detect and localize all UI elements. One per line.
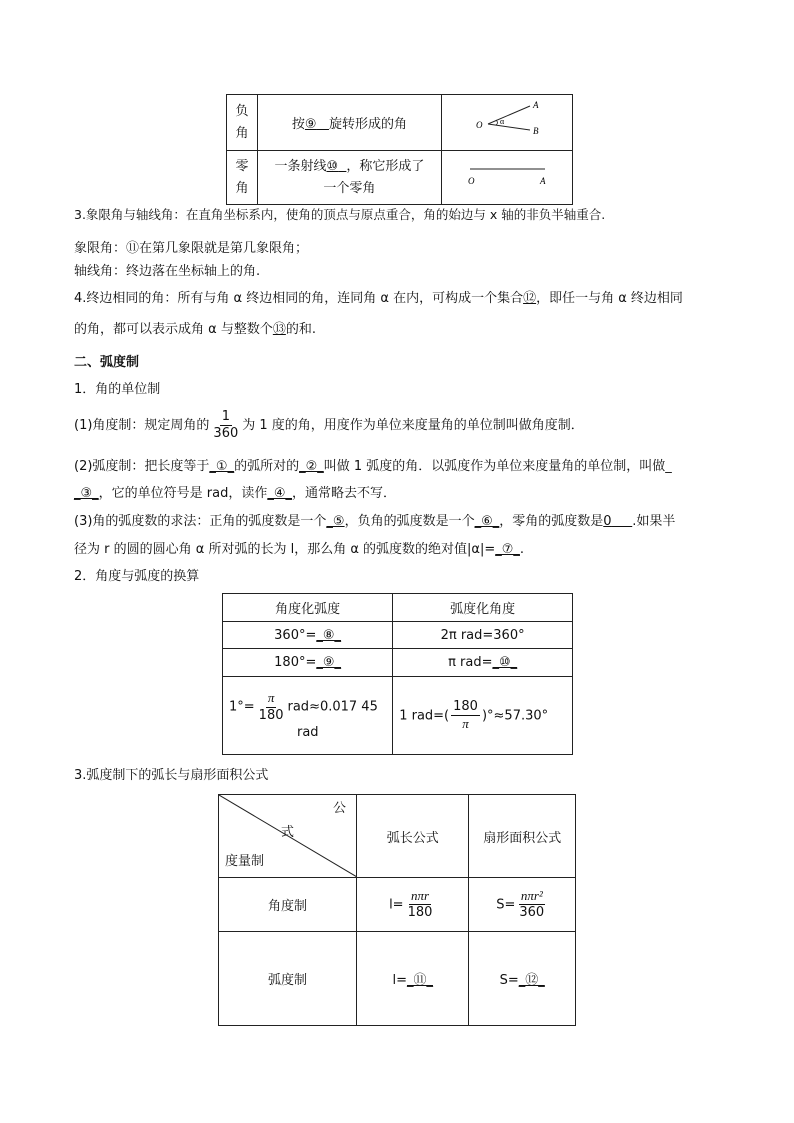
angle-type-table bbox=[226, 94, 573, 205]
svg-text:α: α bbox=[499, 116, 505, 126]
negative-angle-label: 负 角 bbox=[227, 95, 258, 151]
header-rad-to-deg: 弧度化角度 bbox=[393, 594, 573, 622]
subheading-arc-formulas: 3.弧度制下的弧长与扇形面积公式 bbox=[74, 768, 269, 783]
header-arc-length: 弧长公式 bbox=[357, 795, 469, 878]
paragraph-radian-measure-1: (3)角的弧度数的求法：正角的弧度数是一个_⑤，负角的弧度数是一个_⑥_，零角的弧度数是0 .如果半 bbox=[74, 514, 676, 529]
section-heading-radian: 二、弧度制 bbox=[74, 355, 140, 370]
paragraph-coterminal-2: 的角，都可以表示成角 α 与整数个⑬的和. bbox=[74, 322, 316, 337]
subheading-conversion: 2．角度与弧度的换算 bbox=[74, 569, 200, 584]
paragraph-radian-system-2: _③_，它的单位符号是 rad，读作_④_，通常略去不写． bbox=[74, 486, 397, 501]
paragraph-axis-angle: 轴线角：终边落在坐标轴上的角. bbox=[74, 264, 261, 279]
cell-1-deg: 1°= $\frac{\pi}{180}$ rad≈0.017 45 rad bbox=[223, 677, 393, 755]
header-sector-area: 扇形面积公式 bbox=[469, 795, 576, 878]
arc-length-degree: l= $\frac{\text{nπr}}{180}$ bbox=[357, 878, 469, 932]
subheading-angle-units: 1．角的单位制 bbox=[74, 382, 161, 397]
paragraph-quadrant-angle: 3.象限角与轴线角：在直角坐标系内，使角的顶点与原点重合，角的始边与 x 轴的非负半轴重合. bbox=[74, 207, 606, 222]
cell-1-rad: 1 rad=( $\frac{180}{\pi}$ )°≈57.30° bbox=[393, 677, 573, 755]
negative-angle-diagram bbox=[442, 96, 572, 150]
paragraph-coterminal-1: 4.终边相同的角：所有与角 α 终边相同的角，连同角 α 在内，可构成一个集合⑫，即任一与角 α 终边相同 bbox=[74, 291, 683, 306]
svg-text:A: A bbox=[539, 175, 546, 186]
svg-text:O: O bbox=[467, 175, 475, 186]
paragraph-radian-measure-2: 径为 r 的圆的圆心角 α 所对弧的长为 l，那么角 α 的弧度数的绝对值|α|=_⑦_. bbox=[74, 542, 525, 557]
zero-angle-desc: 一条射线⑩ ，称它形成了 一个零角 bbox=[257, 151, 441, 205]
arc-length-radian: l=_⑪_ bbox=[357, 932, 469, 1026]
row-label-degree: 角度制 bbox=[219, 878, 357, 932]
cell-2pi-rad: 2π rad=360° bbox=[393, 622, 573, 649]
cell-pi-rad: π rad=_⑩_ bbox=[393, 649, 573, 677]
header-deg-to-rad: 角度化弧度 bbox=[223, 594, 393, 622]
zero-angle-figure bbox=[441, 151, 572, 205]
negative-angle-figure bbox=[441, 95, 572, 151]
corner-cell: 公 式 度量制 bbox=[219, 795, 357, 878]
sector-area-degree: S= $\frac{\text{nπr²}}{360}$ bbox=[469, 878, 576, 932]
blank-13: ⑬ bbox=[272, 322, 286, 337]
blank-10: ⑩ bbox=[326, 158, 339, 174]
svg-text:A: A bbox=[532, 99, 539, 110]
paragraph-radian-system-1: (2)弧度制：把长度等于_①_的弧所对的_②_叫做 1 弧度的角．以弧度作为单位来度量角的单位制，叫做_ bbox=[74, 459, 672, 474]
zero-angle-label: 零 角 bbox=[227, 151, 258, 205]
row-label-radian: 弧度制 bbox=[219, 932, 357, 1026]
fraction-1-over-360: $\frac{1}{360}$ bbox=[213, 408, 239, 441]
svg-text:B: B bbox=[532, 125, 539, 136]
paragraph-quadrant-def: 象限角：⑪在第几象限就是第几象限角； bbox=[74, 241, 309, 256]
formula-table bbox=[218, 794, 576, 1026]
paragraph-degree-system: (1)角度制：规定周角的 $\frac{1}{360}$ 为 1 度的角，用度作为单位来度量角的单位制叫做角度制． bbox=[74, 408, 584, 441]
blank-12: ⑫ bbox=[523, 291, 537, 306]
sector-area-radian: S=_⑫_ bbox=[469, 932, 576, 1026]
svg-text:O: O bbox=[475, 119, 483, 130]
conversion-table bbox=[222, 593, 573, 755]
blank-11: ⑪ bbox=[126, 241, 140, 256]
zero-angle-diagram bbox=[442, 152, 572, 204]
negative-angle-desc: 按⑨ 旋转形成的角 bbox=[257, 95, 441, 151]
cell-360-deg: 360°=_⑧_ bbox=[223, 622, 393, 649]
cell-180-deg: 180°=_⑨_ bbox=[223, 649, 393, 677]
blank-9: ⑨ bbox=[304, 117, 317, 132]
